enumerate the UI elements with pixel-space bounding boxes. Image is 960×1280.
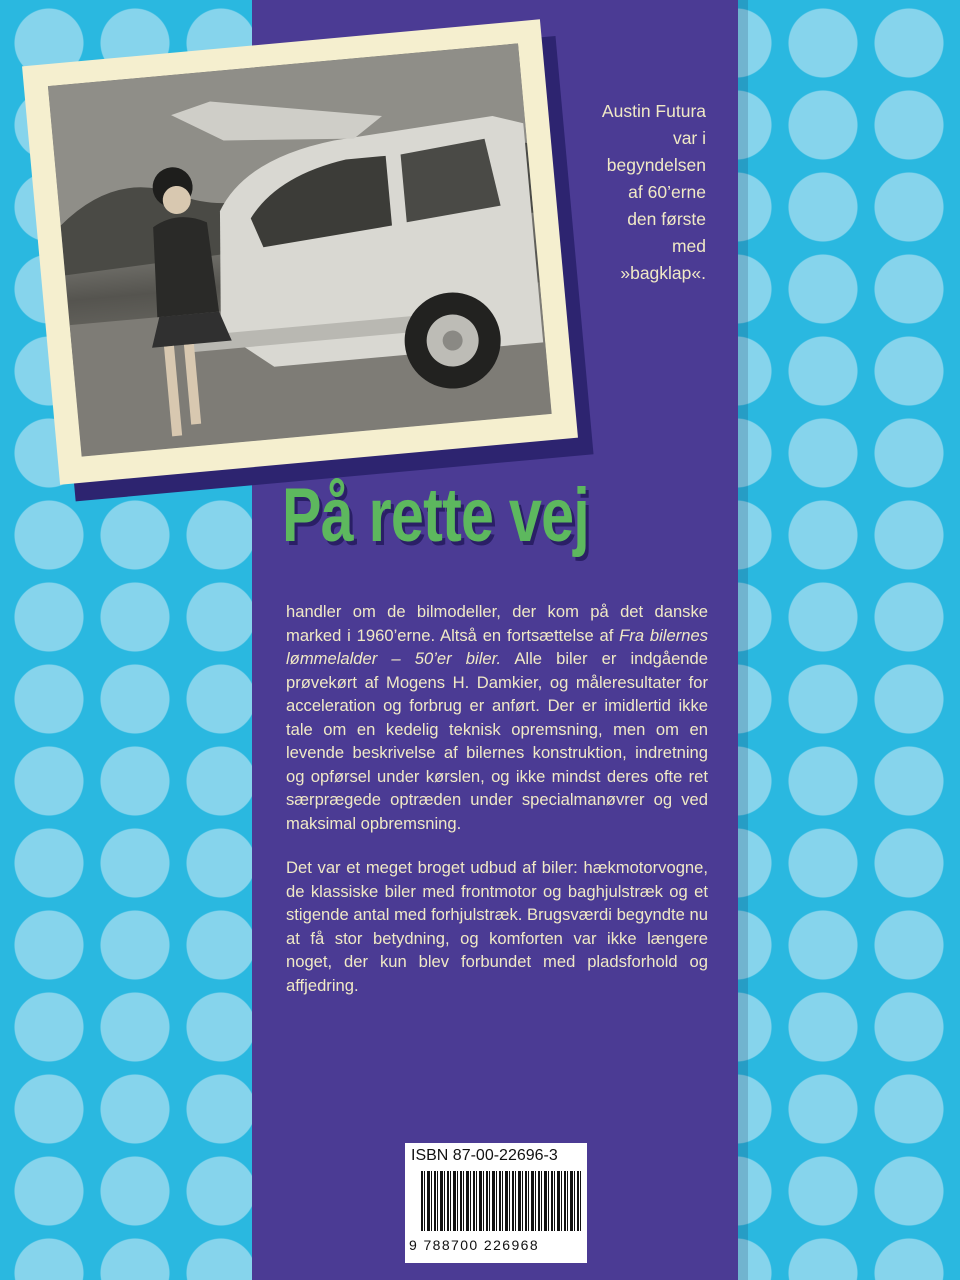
barcode-digits: 9 788700 226968 [409,1237,539,1253]
caption-line: Austin Futura [601,101,706,121]
photo-card [22,19,578,484]
car-photo [48,43,552,456]
description [286,600,708,997]
description-paragraph-2: Det var et meget broget udbud af biler: hækmotorvogne, de klassiske biler med frontmotor og baghjulstræk og et stigende antal med forhjulstræk. Brugsværdi begyndte nu at få stor betydning, og komforten var ikke længere noget, der kun blev forbundet med pladsforhold og affjedring. [286,858,708,995]
description-paragraph-1 [286,600,708,835]
isbn-barcode-box [405,1143,587,1263]
description-text: handler om de bilmodeller, der kom på det danske marked i 1960’erne. Altså en fortsættelse af [286,602,708,645]
caption-line: var i [672,128,706,148]
caption-line: »bagklap«. [620,263,706,283]
caption-line: den første [627,209,706,229]
barcode [421,1171,581,1231]
photo-caption [536,98,706,287]
book-title: På rette vej [282,473,589,558]
isbn-label: ISBN 87-00-22696-3 [411,1147,558,1164]
referenced-book-title: Fra bilernes lømmelalder – 50’er biler. [286,625,708,668]
caption-line: af 60’erne [628,182,706,202]
description-text: Alle biler er indgående prøvekørt af Mogens H. Damkier, og måleresultater for acceleration og forbrug er anført. Der er imidlertid ikke tale om en kedelig teknisk opremsning, men om en levende beskrivelse af bilernes konstruktion, indretning og opførsel under kørslen, og ikke mindst deres ofte ret særprægede optræden under specialmanøvrer og ved maksimal opbremsning. [286,649,708,833]
car-photo-illustration [48,43,552,456]
caption-line: med [671,236,706,256]
caption-line: begyndelsen [606,155,706,175]
